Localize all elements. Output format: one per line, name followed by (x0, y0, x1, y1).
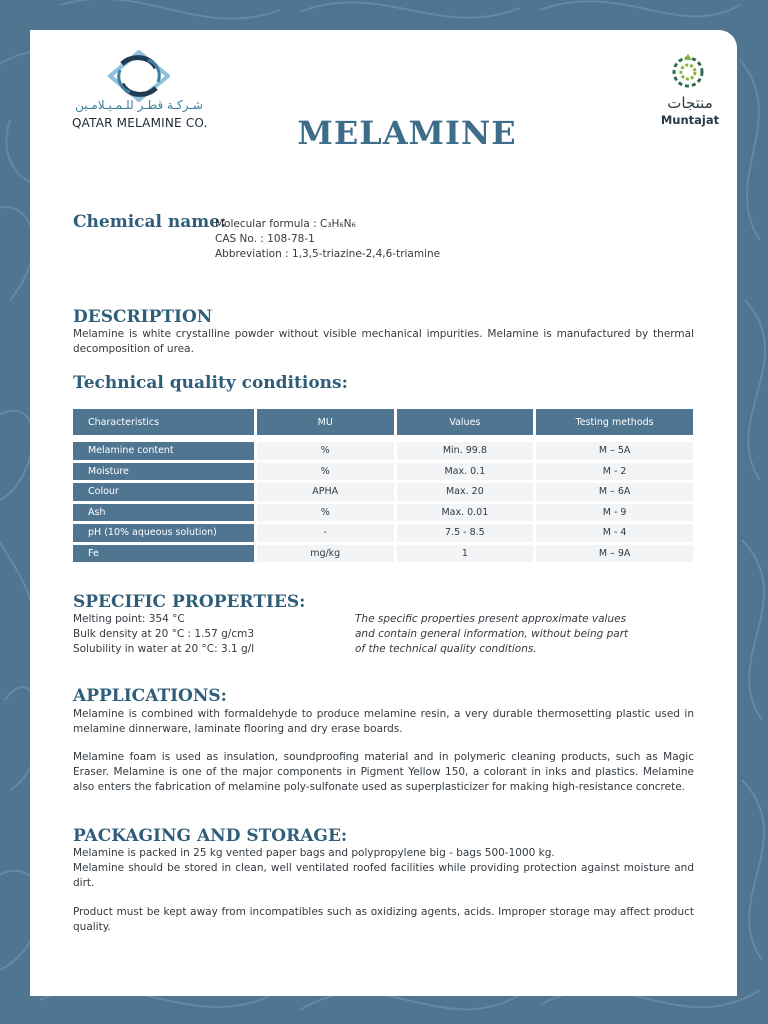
table-cell: 7.5 - 8.5 (397, 524, 534, 542)
table-cell: - (257, 524, 394, 542)
solubility: Solubility in water at 20 °C: 3.1 g/l (73, 643, 255, 655)
table-cell: Max. 20 (397, 483, 534, 501)
applications-paragraph-2: Melamine foam is used as insulation, soundproofing material and in polymeric cleaning products, such as Magic Eraser. Melamine is one of the major components in Pigment Yellow 150, a colorant in inks and plastics. Melamine also enters the fabrication of melamine poly-sulfonate used as superplasticizer for making high-resistance concrete. (73, 751, 694, 793)
table-cell: mg/kg (257, 545, 394, 563)
chemical-name-heading: Chemical name: (73, 212, 227, 232)
table-row (73, 442, 693, 460)
packaging-line-2: Melamine should be stored in clean, well ventilated roofed facilities while providing protection against moisture and dirt. (73, 862, 694, 889)
chemical-cas: CAS No. : 108-78-1 (215, 233, 315, 245)
chemical-abbreviation: Abbreviation : 1,3,5-triazine-2,4,6-triamine (215, 248, 441, 260)
technical-heading: Technical quality conditions: (73, 373, 348, 393)
table-cell: APHA (257, 483, 394, 501)
specific-note-line: The specific properties present approximate values (355, 613, 627, 625)
muntajat-logo-icon (666, 50, 710, 94)
description-heading: DESCRIPTION (73, 307, 213, 327)
table-cell: Moisture (73, 463, 254, 481)
table-cell: M - 9 (536, 504, 693, 522)
description-text: Melamine is white crystalline powder without visible mechanical impurities. Melamine is manufactured by thermal decomposition of urea. (73, 328, 694, 355)
table-cell: M – 9A (536, 545, 693, 563)
table-cell: Melamine content (73, 442, 254, 460)
specific-note-line: and contain general information, without being part (355, 628, 629, 640)
table-row (73, 463, 693, 481)
column-header: Values (397, 409, 534, 435)
table-cell: Max. 0.1 (397, 463, 534, 481)
table-row (73, 524, 693, 542)
table-cell: M – 5A (536, 442, 693, 460)
specific-properties-heading: SPECIFIC PROPERTIES: (73, 592, 306, 612)
page-title: MELAMINE (297, 114, 517, 152)
table-cell: M – 6A (536, 483, 693, 501)
company-name-english: QATAR MELAMINE CO. (72, 116, 208, 130)
qatar-melamine-logo-icon (108, 50, 170, 102)
table-cell: Ash (73, 504, 254, 522)
table-row (73, 545, 693, 563)
packaging-heading: PACKAGING AND STORAGE: (73, 826, 348, 846)
table-header-row (73, 409, 693, 435)
table-cell: Min. 99.8 (397, 442, 534, 460)
table-cell: Max. 0.01 (397, 504, 534, 522)
column-header: Characteristics (73, 409, 254, 435)
table-cell: M - 2 (536, 463, 693, 481)
applications-heading: APPLICATIONS: (73, 686, 227, 706)
table-cell: % (257, 463, 394, 481)
packaging-paragraph-2: Product must be kept away from incompatibles such as oxidizing agents, acids. Improper storage may affect product quality. (73, 906, 694, 933)
column-header: MU (257, 409, 394, 435)
chemical-formula: Molecular formula : C₃H₆N₆ (215, 218, 356, 230)
column-header: Testing methods (536, 409, 693, 435)
table-cell: 1 (397, 545, 534, 563)
table-row (73, 483, 693, 501)
table-cell: % (257, 504, 394, 522)
company-name-arabic: شـركـة قطـر للـمـيـلامـين (75, 98, 203, 112)
melting-point: Melting point: 354 °C (73, 613, 185, 625)
table-row (73, 504, 693, 522)
table-cell: Colour (73, 483, 254, 501)
packaging-line-1: Melamine is packed in 25 kg vented paper bags and polypropylene big - bags 500-1000 kg. (73, 847, 555, 859)
partner-name-english: Muntajat (660, 113, 720, 127)
table-cell: pH (10% aqueous solution) (73, 524, 254, 542)
partner-name-arabic: منتجات (667, 94, 713, 112)
table-cell: M - 4 (536, 524, 693, 542)
specific-note-line: of the technical quality conditions. (355, 643, 537, 655)
bulk-density: Bulk density at 20 °C : 1.57 g/cm3 (73, 628, 255, 640)
technical-quality-table (70, 406, 696, 565)
applications-paragraph-1: Melamine is combined with formaldehyde to produce melamine resin, a very durable thermosetting plastic used in melamine dinnerware, laminate flooring and dry erase boards. (73, 708, 694, 735)
table-cell: % (257, 442, 394, 460)
table-cell: Fe (73, 545, 254, 563)
